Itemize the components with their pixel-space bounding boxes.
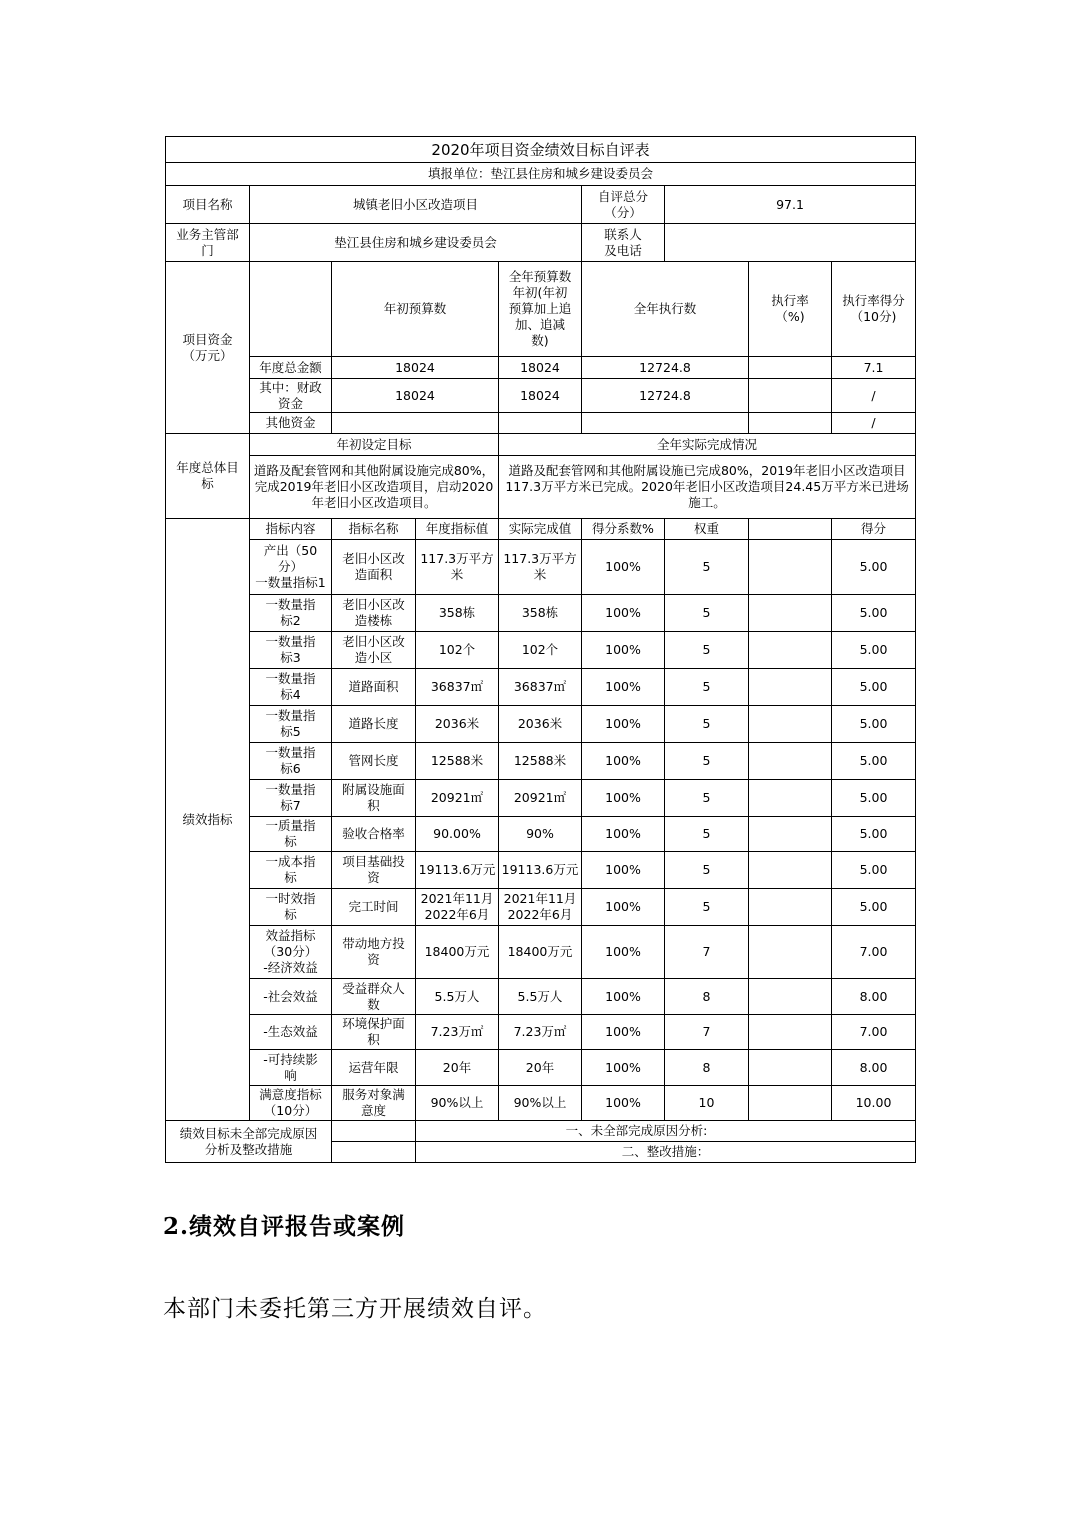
indicator-score: 5.00 — [832, 852, 916, 889]
indicator-score: 8.00 — [832, 979, 916, 1015]
funds-initial — [332, 413, 499, 434]
funds-header-annual: 全年预算数 年初(年初 预算加上追 加、追减 数) — [499, 262, 582, 357]
indicator-row — [166, 706, 916, 743]
indicator-target: 117.3万平方 米 — [416, 540, 499, 595]
indicator-score: 5.00 — [832, 632, 916, 669]
ind-header-coef: 得分系数% — [582, 519, 665, 540]
ind-header-target: 年度指标值 — [416, 519, 499, 540]
indicator-content: -生态效益 — [250, 1015, 332, 1050]
funds-annual — [499, 413, 582, 434]
indicator-row — [166, 817, 916, 852]
indicator-row — [166, 540, 916, 595]
funds-row-label: 年度总金额 — [250, 357, 332, 379]
indicator-content: 一数量指 标4 — [250, 669, 332, 706]
funds-score: / — [832, 379, 916, 413]
funds-executed — [582, 413, 749, 434]
indicator-weight: 5 — [665, 540, 749, 595]
indicator-row — [166, 1015, 916, 1050]
indicator-score: 5.00 — [832, 669, 916, 706]
indicator-name: 完工时间 — [332, 889, 416, 926]
indicator-coef: 100% — [582, 926, 665, 979]
indicator-coef: 100% — [582, 852, 665, 889]
indicator-score: 10.00 — [832, 1086, 916, 1121]
indicator-coef: 100% — [582, 632, 665, 669]
indicator-row — [166, 979, 916, 1015]
self-score-label: 自评总分 （分） — [582, 186, 665, 224]
indicator-target: 5.5万人 — [416, 979, 499, 1015]
indicator-weight: 7 — [665, 926, 749, 979]
indicator-name: 项目基础投 资 — [332, 852, 416, 889]
indicator-content: 满意度指标 （10分） — [250, 1086, 332, 1121]
reason-measures: 二、整改措施： — [416, 1142, 916, 1163]
ind-header-content: 指标内容 — [250, 519, 332, 540]
indicator-actual: 102个 — [499, 632, 582, 669]
funds-header-score: 执行率得分 （10分) — [832, 262, 916, 357]
indicator-target: 19113.6万元 — [416, 852, 499, 889]
indicator-name: 道路面积 — [332, 669, 416, 706]
indicator-content: 一质量指 标 — [250, 817, 332, 852]
indicator-score: 5.00 — [832, 780, 916, 817]
contact-label: 联系人 及电话 — [582, 224, 665, 262]
indicator-blank — [749, 706, 832, 743]
perf-indicators-label: 绩效指标 — [166, 519, 250, 1121]
indicator-weight: 8 — [665, 1050, 749, 1086]
indicator-row — [166, 926, 916, 979]
indicator-coef: 100% — [582, 817, 665, 852]
indicator-coef: 100% — [582, 669, 665, 706]
indicator-actual: 18400万元 — [499, 926, 582, 979]
goal-label: 年度总体目 标 — [166, 434, 250, 519]
funds-label: 项目资金 （万元） — [166, 262, 250, 434]
funds-score: 7.1 — [832, 357, 916, 379]
indicator-row — [166, 1050, 916, 1086]
indicator-content: -社会效益 — [250, 979, 332, 1015]
indicator-score: 8.00 — [832, 1050, 916, 1086]
funds-executed: 12724.8 — [582, 379, 749, 413]
indicator-coef: 100% — [582, 595, 665, 632]
indicator-actual: 358栋 — [499, 595, 582, 632]
indicator-actual: 20921㎡ — [499, 780, 582, 817]
indicator-weight: 5 — [665, 669, 749, 706]
indicator-target: 18400万元 — [416, 926, 499, 979]
indicator-weight: 5 — [665, 852, 749, 889]
indicator-actual: 2021年11月 2022年6月 — [499, 889, 582, 926]
ind-header-name: 指标名称 — [332, 519, 416, 540]
goal-set-text: 道路及配套管网和其他附属设施完成80%，完成2019年老旧小区改造项目，启动2020年老旧小区改造项目。 — [250, 456, 499, 519]
indicator-blank — [749, 595, 832, 632]
indicator-weight: 5 — [665, 780, 749, 817]
reason-analysis: 一、未全部完成原因分析: — [416, 1121, 916, 1142]
performance-sheet — [165, 136, 915, 1163]
self-score: 97.1 — [665, 186, 916, 224]
indicator-content: 一成本指 标 — [250, 852, 332, 889]
section-heading: 2.绩效自评报告或案例 — [163, 1213, 406, 1240]
indicator-row — [166, 743, 916, 780]
funds-header-executed: 全年执行数 — [582, 262, 749, 357]
indicator-content: 效益指标 （30分） -经济效益 — [250, 926, 332, 979]
indicator-blank — [749, 817, 832, 852]
funds-header-rate: 执行率 （%) — [749, 262, 832, 357]
indicator-actual: 5.5万人 — [499, 979, 582, 1015]
indicator-row — [166, 852, 916, 889]
reason-blank — [332, 1121, 416, 1142]
indicator-row — [166, 889, 916, 926]
project-name: 城镇老旧小区改造项目 — [250, 186, 582, 224]
table-title: 2020年项目资金绩效目标自评表 — [166, 137, 916, 163]
indicator-blank — [749, 632, 832, 669]
indicator-actual: 7.23万㎡ — [499, 1015, 582, 1050]
indicator-weight: 7 — [665, 1015, 749, 1050]
indicator-score: 5.00 — [832, 743, 916, 780]
indicator-score: 5.00 — [832, 540, 916, 595]
indicator-name: 管网长度 — [332, 743, 416, 780]
indicator-score: 5.00 — [832, 889, 916, 926]
indicator-target: 12588米 — [416, 743, 499, 780]
indicator-blank — [749, 780, 832, 817]
indicator-target: 102个 — [416, 632, 499, 669]
indicator-actual: 19113.6万元 — [499, 852, 582, 889]
ind-header-weight: 权重 — [665, 519, 749, 540]
funds-initial: 18024 — [332, 357, 499, 379]
contact-value — [665, 224, 916, 262]
indicator-target: 90%以上 — [416, 1086, 499, 1121]
indicator-blank — [749, 889, 832, 926]
funds-executed: 12724.8 — [582, 357, 749, 379]
reason-blank — [332, 1142, 416, 1163]
indicator-weight: 5 — [665, 889, 749, 926]
indicator-coef: 100% — [582, 780, 665, 817]
indicator-coef: 100% — [582, 889, 665, 926]
indicator-name: 验收合格率 — [332, 817, 416, 852]
indicator-coef: 100% — [582, 743, 665, 780]
indicator-row — [166, 632, 916, 669]
funds-annual: 18024 — [499, 357, 582, 379]
goal-set-header: 年初设定目标 — [250, 434, 499, 456]
indicator-row — [166, 1086, 916, 1121]
indicator-coef: 100% — [582, 540, 665, 595]
indicator-weight: 10 — [665, 1086, 749, 1121]
indicator-target: 2021年11月 2022年6月 — [416, 889, 499, 926]
indicator-actual: 90% — [499, 817, 582, 852]
indicator-actual: 117.3万平方 米 — [499, 540, 582, 595]
indicator-name: 老旧小区改 造楼栋 — [332, 595, 416, 632]
indicator-name: 环境保护面 积 — [332, 1015, 416, 1050]
funds-header-blank — [250, 262, 332, 357]
project-name-label: 项目名称 — [166, 186, 250, 224]
indicator-coef: 100% — [582, 1050, 665, 1086]
indicator-weight: 5 — [665, 595, 749, 632]
indicator-blank — [749, 852, 832, 889]
indicator-blank — [749, 926, 832, 979]
funds-row-label: 其他资金 — [250, 413, 332, 434]
goal-actual-header: 全年实际完成情况 — [499, 434, 916, 456]
indicator-target: 7.23万㎡ — [416, 1015, 499, 1050]
indicator-coef: 100% — [582, 1086, 665, 1121]
dept-name: 垫江县住房和城乡建设委员会 — [250, 224, 582, 262]
indicator-target: 358栋 — [416, 595, 499, 632]
indicator-row — [166, 669, 916, 706]
funds-score: / — [832, 413, 916, 434]
reporting-unit: 填报单位：垫江县住房和城乡建设委员会 — [166, 163, 916, 186]
indicator-blank — [749, 743, 832, 780]
indicator-target: 36837㎡ — [416, 669, 499, 706]
indicator-content: 一数量指 标7 — [250, 780, 332, 817]
indicator-score: 5.00 — [832, 706, 916, 743]
performance-table — [165, 136, 916, 1163]
indicator-content: 一数量指 标2 — [250, 595, 332, 632]
indicator-coef: 100% — [582, 979, 665, 1015]
indicator-content: 产出（50 分） 一数量指标1 — [250, 540, 332, 595]
indicator-name: 老旧小区改 造小区 — [332, 632, 416, 669]
indicator-score: 5.00 — [832, 595, 916, 632]
indicator-target: 2036米 — [416, 706, 499, 743]
indicator-actual: 36837㎡ — [499, 669, 582, 706]
indicator-row — [166, 595, 916, 632]
reason-row — [166, 1121, 916, 1142]
indicator-actual: 90%以上 — [499, 1086, 582, 1121]
table-body — [166, 137, 916, 1163]
indicator-coef: 100% — [582, 706, 665, 743]
indicator-blank — [749, 1050, 832, 1086]
indicator-blank — [749, 669, 832, 706]
indicator-target: 90.00% — [416, 817, 499, 852]
indicator-target: 20921㎡ — [416, 780, 499, 817]
indicator-score: 5.00 — [832, 817, 916, 852]
indicator-row — [166, 780, 916, 817]
funds-annual: 18024 — [499, 379, 582, 413]
indicator-weight: 5 — [665, 706, 749, 743]
indicator-weight: 5 — [665, 817, 749, 852]
indicator-content: 一数量指 标3 — [250, 632, 332, 669]
funds-row-label: 其中：财政 资金 — [250, 379, 332, 413]
indicator-name: 附属设施面 积 — [332, 780, 416, 817]
indicator-blank — [749, 979, 832, 1015]
ind-header-actual: 实际完成值 — [499, 519, 582, 540]
indicator-target: 20年 — [416, 1050, 499, 1086]
funds-rate — [749, 379, 832, 413]
funds-rate — [749, 357, 832, 379]
ind-header-score: 得分 — [832, 519, 916, 540]
indicator-actual: 12588米 — [499, 743, 582, 780]
indicator-blank — [749, 1086, 832, 1121]
indicator-name: 带动地方投 资 — [332, 926, 416, 979]
indicator-name: 运营年限 — [332, 1050, 416, 1086]
indicator-content: 一时效指 标 — [250, 889, 332, 926]
indicator-name: 受益群众人 数 — [332, 979, 416, 1015]
indicator-name: 道路长度 — [332, 706, 416, 743]
indicator-blank — [749, 1015, 832, 1050]
indicator-weight: 8 — [665, 979, 749, 1015]
indicator-name: 老旧小区改 造面积 — [332, 540, 416, 595]
indicator-score: 7.00 — [832, 926, 916, 979]
indicator-content: 一数量指 标6 — [250, 743, 332, 780]
indicator-content: -可持续影 响 — [250, 1050, 332, 1086]
goal-actual-text: 道路及配套管网和其他附属设施已完成80%，2019年老旧小区改造项目117.3万平方米已完成。2020年老旧小区改造项目24.45万平方米已进场施工。 — [499, 456, 916, 519]
ind-header-blank — [749, 519, 832, 540]
indicator-score: 7.00 — [832, 1015, 916, 1050]
funds-header-initial: 年初预算数 — [332, 262, 499, 357]
funds-rate — [749, 413, 832, 434]
indicator-coef: 100% — [582, 1015, 665, 1050]
indicator-actual: 2036米 — [499, 706, 582, 743]
indicator-blank — [749, 540, 832, 595]
indicator-name: 服务对象满 意度 — [332, 1086, 416, 1121]
indicator-weight: 5 — [665, 632, 749, 669]
dept-label: 业务主管部 门 — [166, 224, 250, 262]
body-paragraph: 本部门未委托第三方开展绩效自评。 — [163, 1296, 547, 1322]
reason-label: 绩效目标未全部完成原因 分析及整改措施 — [166, 1121, 332, 1163]
indicator-actual: 20年 — [499, 1050, 582, 1086]
indicator-content: 一数量指 标5 — [250, 706, 332, 743]
indicator-weight: 5 — [665, 743, 749, 780]
funds-initial: 18024 — [332, 379, 499, 413]
